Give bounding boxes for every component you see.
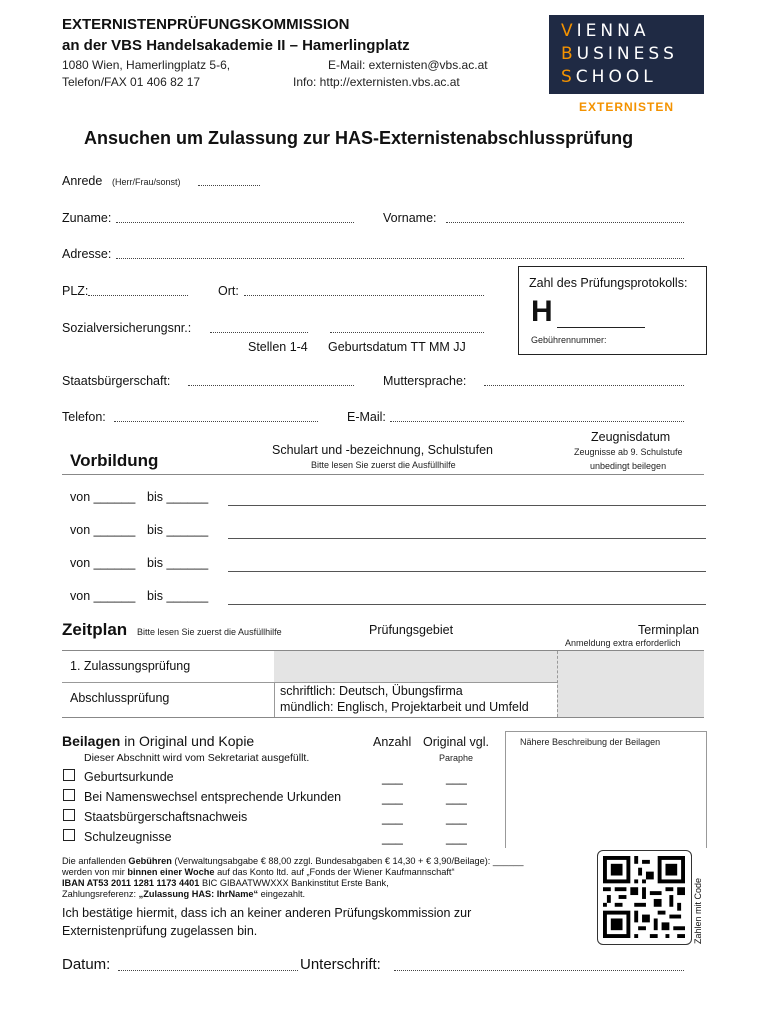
staatsbuergerschaft-field[interactable] [188, 385, 354, 386]
vorbildung-school-col: Schulart und -bezeichnung, Schulstufen [272, 443, 493, 457]
zeitplan-row1-cells [274, 651, 704, 683]
datum-label: Datum: [62, 956, 111, 973]
geburtsdatum-field[interactable] [330, 332, 484, 333]
email-field[interactable] [390, 421, 684, 422]
zeitplan-row2-label: Abschlussprüfung [70, 691, 170, 705]
beilage-label: Schulzeugnisse [84, 830, 172, 844]
school-field[interactable] [228, 604, 706, 605]
protocol-prefix: H [531, 295, 553, 328]
zeitplan-row1-label: 1. Zulassungsprüfung [70, 659, 191, 673]
checkbox[interactable] [63, 829, 75, 841]
org-phone: Telefon/FAX 01 406 82 17 [62, 75, 201, 89]
checkbox[interactable] [63, 789, 75, 801]
school-field[interactable] [228, 538, 706, 539]
fees-text: Die anfallenden Gebühren (Verwaltungsabgabe € 88,00 zzgl. Bundesabgaben € 14,30 + € 3,90/Beilage): ______ werden von mir binnen einer Woche auf das Konto ltd. auf „Fonds der Wiener Kaufmannschaft“ IBAN AT53 2011 1281 1173 4401 BIC GIBAATWWXXX Bankinstitut Erste Bank, Zahlungsreferenz: „Zulassung HAS: IhrName“ eingezahlt. [62, 856, 524, 899]
zeitplan-row2-line1: schriftlich: Deutsch, Übungsfirma [280, 684, 463, 698]
payment-qr-code[interactable] [597, 850, 692, 945]
beilagen-heading-row [62, 733, 254, 749]
telefon-label: Telefon: [62, 410, 106, 424]
unterschrift-label: Unterschrift: [300, 956, 381, 973]
plz-label: PLZ: [62, 284, 89, 298]
checkbox[interactable] [63, 769, 75, 781]
qr-label: Zahlen mit Code [693, 877, 703, 944]
anrede-field[interactable] [198, 185, 260, 186]
externisten-label: EXTERNISTEN [579, 100, 675, 114]
adresse-field[interactable] [116, 258, 684, 259]
paraphe-field[interactable]: ___ [446, 831, 467, 845]
zeitplan-heading: Zeitplan [62, 620, 128, 639]
protocol-field[interactable] [557, 327, 645, 328]
bis-field[interactable]: bis ______ [147, 490, 209, 504]
unterschrift-field[interactable] [394, 970, 684, 971]
plz-field[interactable] [88, 295, 188, 296]
von-field[interactable]: von ______ [70, 523, 136, 537]
svnr-label: Sozialversicherungsnr.: [62, 321, 192, 335]
zeitplan-subject-col: Prüfungsgebiet [369, 623, 454, 637]
vorbildung-date-col: Zeugnisdatum [591, 430, 671, 444]
beilagen-original-col: Original vgl. [423, 735, 489, 749]
beilagen-anzahl-col: Anzahl [373, 735, 412, 749]
confirmation-line1: Ich bestätige hiermit, dass ich an keiner anderen Prüfungskommission zur [62, 906, 472, 920]
zuname-label: Zuname: [62, 211, 112, 225]
geburtsdatum-label: Geburtsdatum TT MM JJ [328, 340, 466, 354]
zeitplan-table [62, 650, 704, 718]
anzahl-field[interactable]: ___ [382, 811, 403, 825]
fee-number-label: Gebührennummer: [531, 335, 607, 345]
anrede-label: Anrede [62, 174, 103, 188]
divider [62, 474, 704, 475]
beilagen-paraphe-col: Paraphe [439, 753, 474, 763]
beilagen-heading-suffix: in Original und Kopie [124, 733, 255, 749]
zeitplan-row2-line2: mündlich: Englisch, Projektarbeit und Umfeld [280, 700, 529, 714]
zeitplan-hint: Bitte lesen Sie zuerst die Ausfüllhilfe [137, 627, 282, 637]
vorbildung-date-hint1: Zeugnisse ab 9. Schulstufe [574, 447, 683, 457]
ort-field[interactable] [244, 295, 484, 296]
svnr-field[interactable] [210, 332, 308, 333]
org-email: E-Mail: externisten@vbs.ac.at [328, 58, 488, 72]
von-field[interactable]: von ______ [70, 556, 136, 570]
bis-field[interactable]: bis ______ [147, 556, 209, 570]
zuname-field[interactable] [116, 222, 354, 223]
anzahl-field[interactable]: ___ [382, 791, 403, 805]
beilagen-note: Dieser Abschnitt wird vom Sekretariat ausgefüllt. [84, 752, 310, 764]
beilage-label: Geburtsurkunde [84, 770, 174, 784]
confirmation-line2: Externistenprüfung zugelassen bin. [62, 924, 258, 938]
page-title: Ansuchen um Zulassung zur HAS-Externistenabschlussprüfung [84, 128, 634, 148]
datum-field[interactable] [118, 970, 298, 971]
paraphe-field[interactable]: ___ [446, 771, 467, 785]
school-field[interactable] [228, 505, 706, 506]
muttersprache-field[interactable] [484, 385, 684, 386]
checkbox[interactable] [63, 809, 75, 821]
telefon-field[interactable] [114, 421, 318, 422]
bis-field[interactable]: bis ______ [147, 589, 209, 603]
vorbildung-school-hint: Bitte lesen Sie zuerst die Ausfüllhilfe [311, 460, 456, 470]
beilage-label: Staatsbürgerschaftsnachweis [84, 810, 248, 824]
stellen-label: Stellen 1-4 [248, 340, 308, 354]
von-field[interactable]: von ______ [70, 490, 136, 504]
email-label: E-Mail: [347, 410, 386, 424]
protocol-label: Zahl des Prüfungsprotokolls: [529, 276, 688, 290]
zeitplan-date-hint: Anmeldung extra erforderlich [565, 638, 681, 648]
anrede-hint: (Herr/Frau/sonst) [112, 177, 181, 187]
anzahl-field[interactable]: ___ [382, 831, 403, 845]
vorbildung-date-hint2: unbedingt beilegen [590, 461, 667, 471]
paraphe-field[interactable]: ___ [446, 791, 467, 805]
beilagen-description-box[interactable] [505, 731, 707, 848]
von-field[interactable]: von ______ [70, 589, 136, 603]
staatsbuergerschaft-label: Staatsbürgerschaft: [62, 374, 171, 388]
adresse-label: Adresse: [62, 247, 112, 261]
org-location: an der VBS Handelsakademie II – Hamerlingplatz [62, 37, 410, 54]
zeitplan-date-col: Terminplan [638, 623, 700, 637]
school-field[interactable] [228, 571, 706, 572]
ort-label: Ort: [218, 284, 239, 298]
org-web: Info: http://externisten.vbs.ac.at [293, 75, 460, 89]
paraphe-field[interactable]: ___ [446, 811, 467, 825]
anzahl-field[interactable]: ___ [382, 771, 403, 785]
muttersprache-label: Muttersprache: [383, 374, 467, 388]
protocol-box [518, 266, 707, 355]
org-address: 1080 Wien, Hamerlingplatz 5-6, [62, 58, 231, 72]
vorbildung-heading: Vorbildung [70, 451, 159, 470]
qr-code-icon [603, 856, 685, 938]
beilagen-desc-label: Nähere Beschreibung der Beilagen [520, 737, 661, 747]
org-name: EXTERNISTENPRÜFUNGSKOMMISSION [62, 16, 350, 33]
beilage-label: Bei Namenswechsel entsprechende Urkunden [84, 790, 342, 804]
beilagen-heading: Beilagen [62, 733, 121, 749]
zeitplan-row2-date[interactable] [557, 682, 704, 717]
vorname-label: Vorname: [383, 211, 437, 225]
bis-field[interactable]: bis ______ [147, 523, 209, 537]
vorname-field[interactable] [446, 222, 684, 223]
vbs-logo: VIENNA BUSINESS SCHOOL [549, 15, 704, 94]
